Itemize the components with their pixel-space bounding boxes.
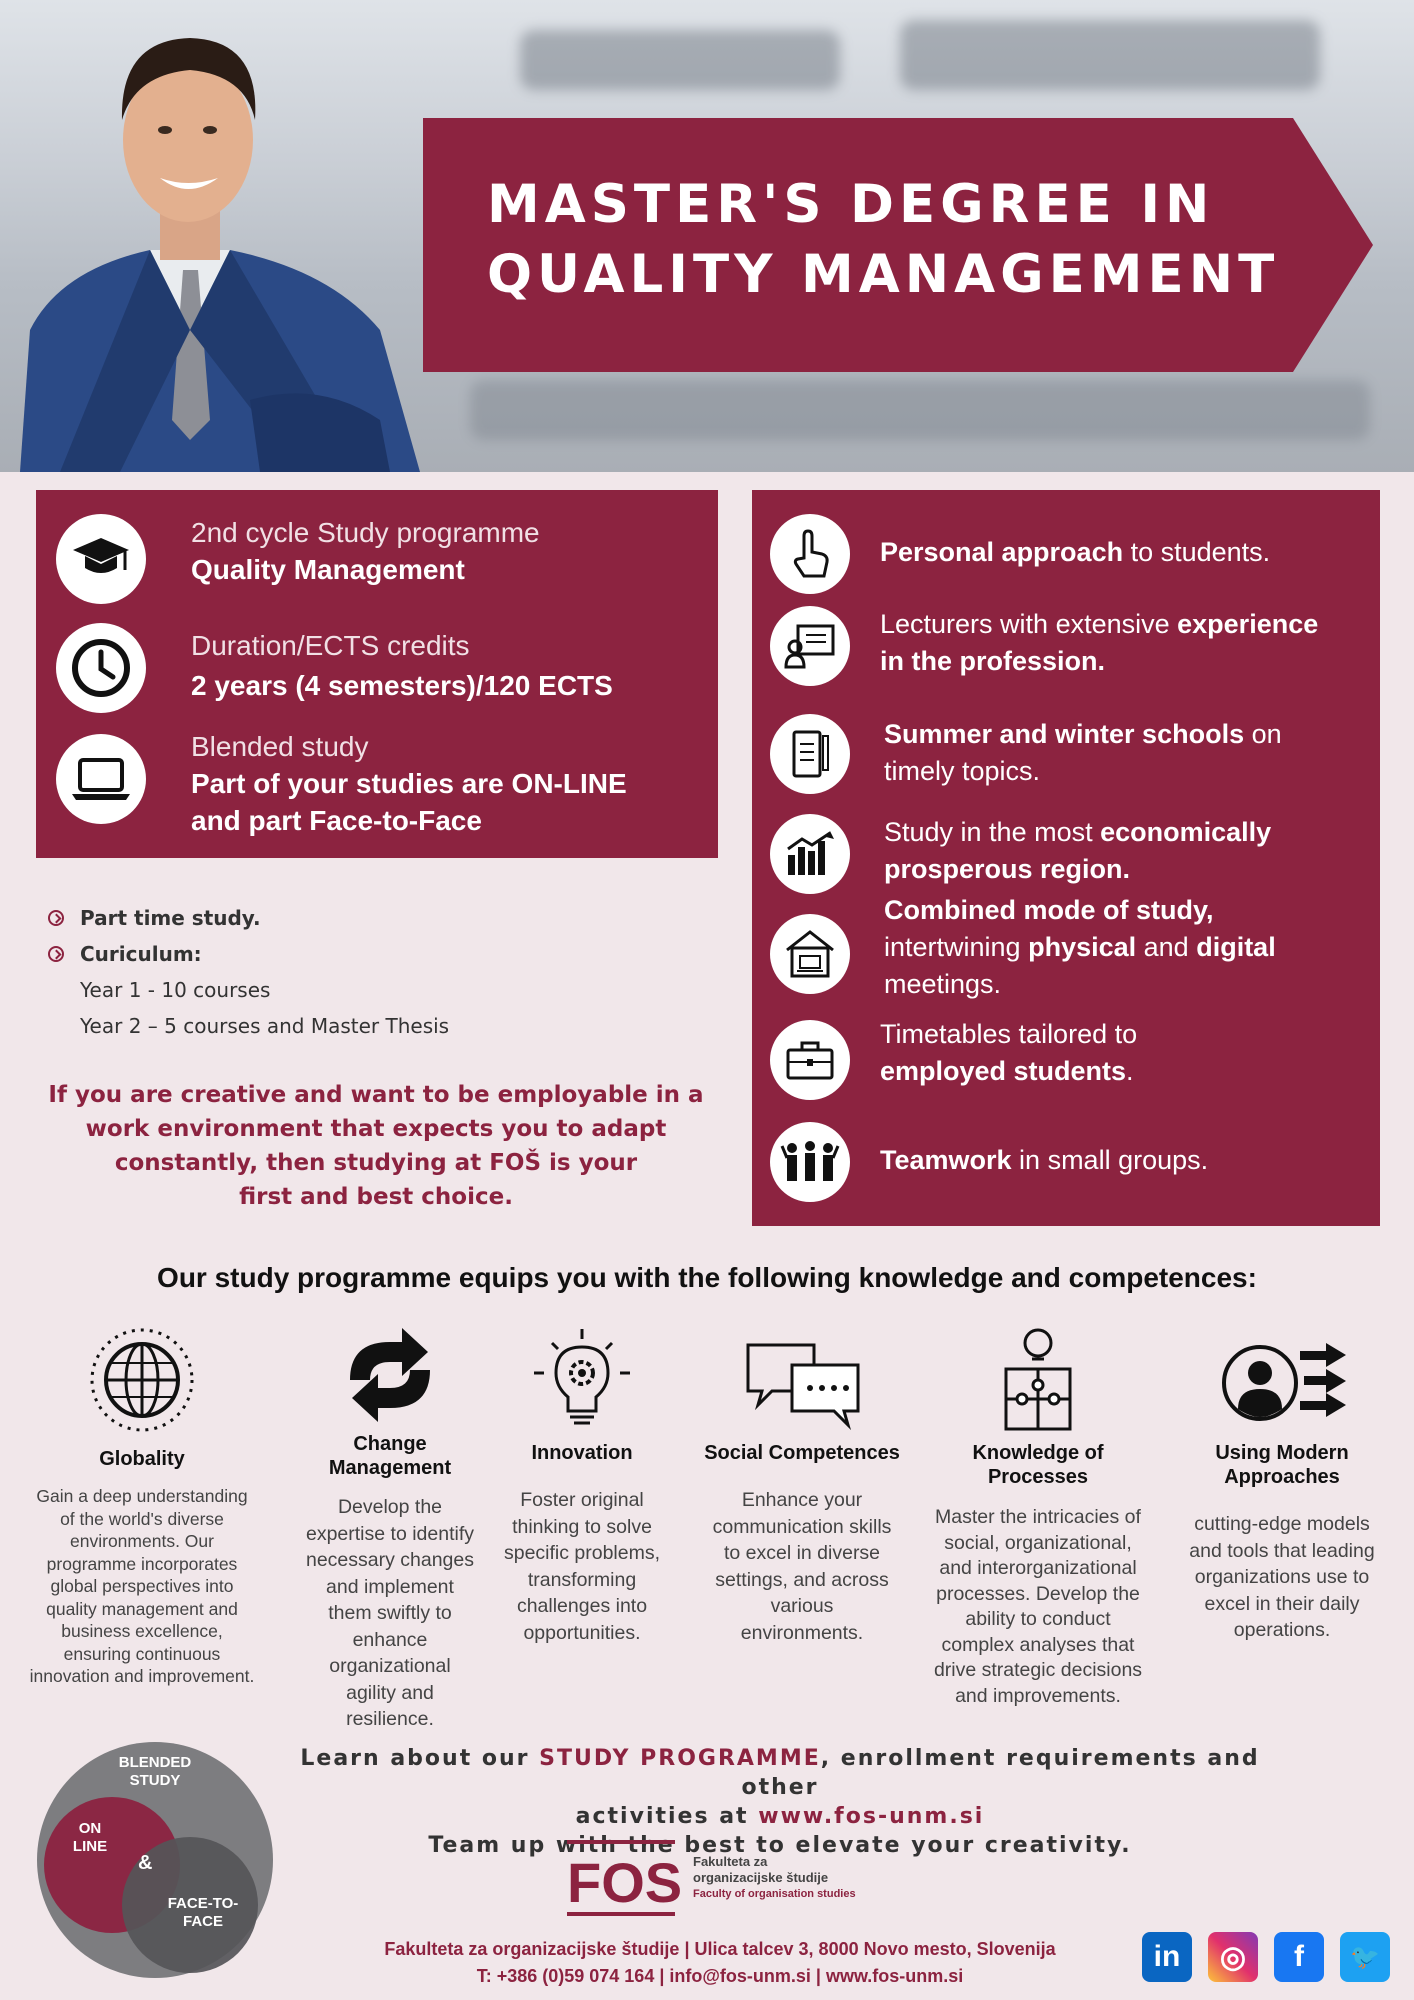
graduation-cap-icon — [56, 514, 146, 604]
competence-description: Gain a deep understanding of the world's diverse environments. Our programme incorporates global perspectives into quality management and business excellence, ensuring continuous innovation and improvement. — [29, 1486, 255, 1686]
title-line-2: QUALITY MANAGEMENT — [487, 244, 1280, 305]
tagline: If you are creative and want to be employable in a work environment that expects you to adapt constantly, then studying at FOŠ is your first and best choice. — [48, 1082, 704, 1210]
competence-name: Using Modern Approaches — [1215, 1442, 1349, 1488]
info-duration — [56, 623, 696, 713]
competence-change-management — [290, 1320, 490, 1733]
study-details-list — [48, 900, 688, 1044]
briefcase-icon — [770, 1020, 850, 1100]
background-blur — [470, 380, 1370, 440]
info-blended — [56, 728, 696, 848]
smiling-businessman-photo — [0, 0, 430, 472]
contact-footer — [290, 1936, 1150, 1990]
puzzle-bulb-icon — [978, 1325, 1098, 1435]
list-item: Part time study. — [48, 900, 688, 936]
logo-text: Fakulteta za — [693, 1854, 768, 1869]
venn-face-to-face-label: FACE-TO- FACE — [167, 1895, 239, 1930]
competence-name: Innovation — [531, 1442, 633, 1464]
competence-description: Foster original thinking to solve specific problems, transforming challenges into opportunities. — [503, 1489, 661, 1644]
competences-heading: Our study programme equips you with the following knowledge and competences: — [157, 1262, 1257, 1293]
info-value: 2 years (4 semesters)/120 ECTS — [191, 670, 613, 701]
call-to-action: Learn about our STUDY PROGRAMME, enrollment requirements and other activities at www.fos-unm.si Team up with the best to elevate your creativity. — [300, 1746, 1260, 1858]
study-programme-link[interactable]: STUDY PROGRAMME — [539, 1746, 821, 1771]
footer-address: Fakulteta za organizacijske študije | Ulica talcev 3, 8000 Novo mesto, Slovenija — [384, 1939, 1056, 1959]
competence-social — [702, 1325, 902, 1646]
venn-title: BLENDED STUDY — [118, 1754, 192, 1789]
person-arrows-icon — [1222, 1325, 1342, 1435]
programme-info-box — [36, 490, 718, 858]
info-label: Blended study — [191, 731, 369, 762]
globe-icon — [82, 1325, 202, 1435]
twitter-icon[interactable]: 🐦 — [1340, 1932, 1390, 1982]
linkedin-icon[interactable]: in — [1142, 1932, 1192, 1982]
info-value: Quality Management — [191, 554, 465, 585]
competence-name: Social Competences — [704, 1442, 900, 1464]
info-label: 2nd cycle Study programme — [191, 517, 540, 548]
competence-innovation — [482, 1325, 682, 1646]
venn-ampersand: & — [138, 1852, 153, 1874]
lightbulb-gear-icon — [522, 1325, 642, 1435]
page-title — [487, 170, 1307, 310]
competence-name: Change Management — [328, 1433, 452, 1479]
info-value: Part of your studies are ON-LINE — [191, 768, 627, 799]
features-box: Personal approach to students. Lecturers with extensive experience in the profession. Summer and winter schools on timely topics. Study in the most economically prosperous region. Combined mode of study, intertwining physical and digital meetings. Timetables tailored to employed students. Teamwork in small groups. — [752, 490, 1380, 1226]
info-value: and part Face-to-Face — [191, 805, 482, 836]
logo-text: organizacijske študije — [693, 1870, 829, 1885]
footer-contacts: T: +386 (0)59 074 164 | info@fos-unm.si | www.fos-unm.si — [476, 1966, 964, 1986]
competence-description: cutting-edge models and tools that leading organizations use to excel in their daily operations. — [1189, 1513, 1375, 1641]
team-icon — [770, 1122, 850, 1202]
website-link[interactable]: www.fos-unm.si — [758, 1804, 985, 1829]
competence-description: Master the intricacies of social, organizational, and interorganizational processes. Develop the ability to conduct complex analyses that drive strategic decisions and improvements. — [933, 1506, 1143, 1707]
curriculum-year-2: Year 2 – 5 courses and Master Thesis — [80, 1014, 450, 1038]
change-arrows-icon — [330, 1320, 450, 1430]
info-label: Duration/ECTS credits — [191, 630, 470, 661]
facebook-icon[interactable]: f — [1274, 1932, 1324, 1982]
competence-name: Globality — [99, 1448, 185, 1470]
title-banner — [423, 118, 1373, 372]
background-blur — [520, 30, 840, 90]
growth-chart-icon — [770, 814, 850, 894]
hero-photo — [0, 0, 1414, 472]
notebook-icon — [770, 714, 850, 794]
fos-logo — [565, 1838, 865, 1918]
laptop-icon — [56, 734, 146, 824]
competence-processes — [933, 1325, 1143, 1709]
pointing-hand-icon — [770, 514, 850, 594]
instagram-icon[interactable]: ◎ — [1208, 1932, 1258, 1982]
info-study-programme — [56, 514, 696, 604]
speech-bubbles-icon — [742, 1325, 862, 1435]
curriculum-year-1: Year 1 - 10 courses — [80, 978, 271, 1002]
competence-description: Develop the expertise to identify necessary changes and implement them swiftly to enhance organizational agility and resilience. — [305, 1496, 475, 1730]
blended-study-venn — [30, 1740, 280, 1980]
competence-description: Enhance your communication skills to excel in diverse settings, and across various environments. — [712, 1489, 892, 1644]
competence-name: Knowledge of Processes — [972, 1442, 1104, 1488]
chevron-circle-icon — [48, 946, 64, 962]
list-item: Curiculum: — [48, 936, 688, 972]
chevron-circle-icon — [48, 910, 64, 926]
venn-online-label: ON LINE — [72, 1820, 108, 1855]
competence-globality — [29, 1325, 255, 1688]
home-laptop-icon — [770, 914, 850, 994]
competence-modern-approaches — [1182, 1325, 1382, 1644]
clock-icon — [56, 623, 146, 713]
background-blur — [900, 20, 1320, 90]
lecturer-board-icon — [770, 606, 850, 686]
logo-text: Faculty of organisation studies — [693, 1888, 856, 1900]
svg-text:FOS: FOS — [567, 1851, 683, 1914]
title-line-1: MASTER'S DEGREE IN — [487, 174, 1215, 235]
